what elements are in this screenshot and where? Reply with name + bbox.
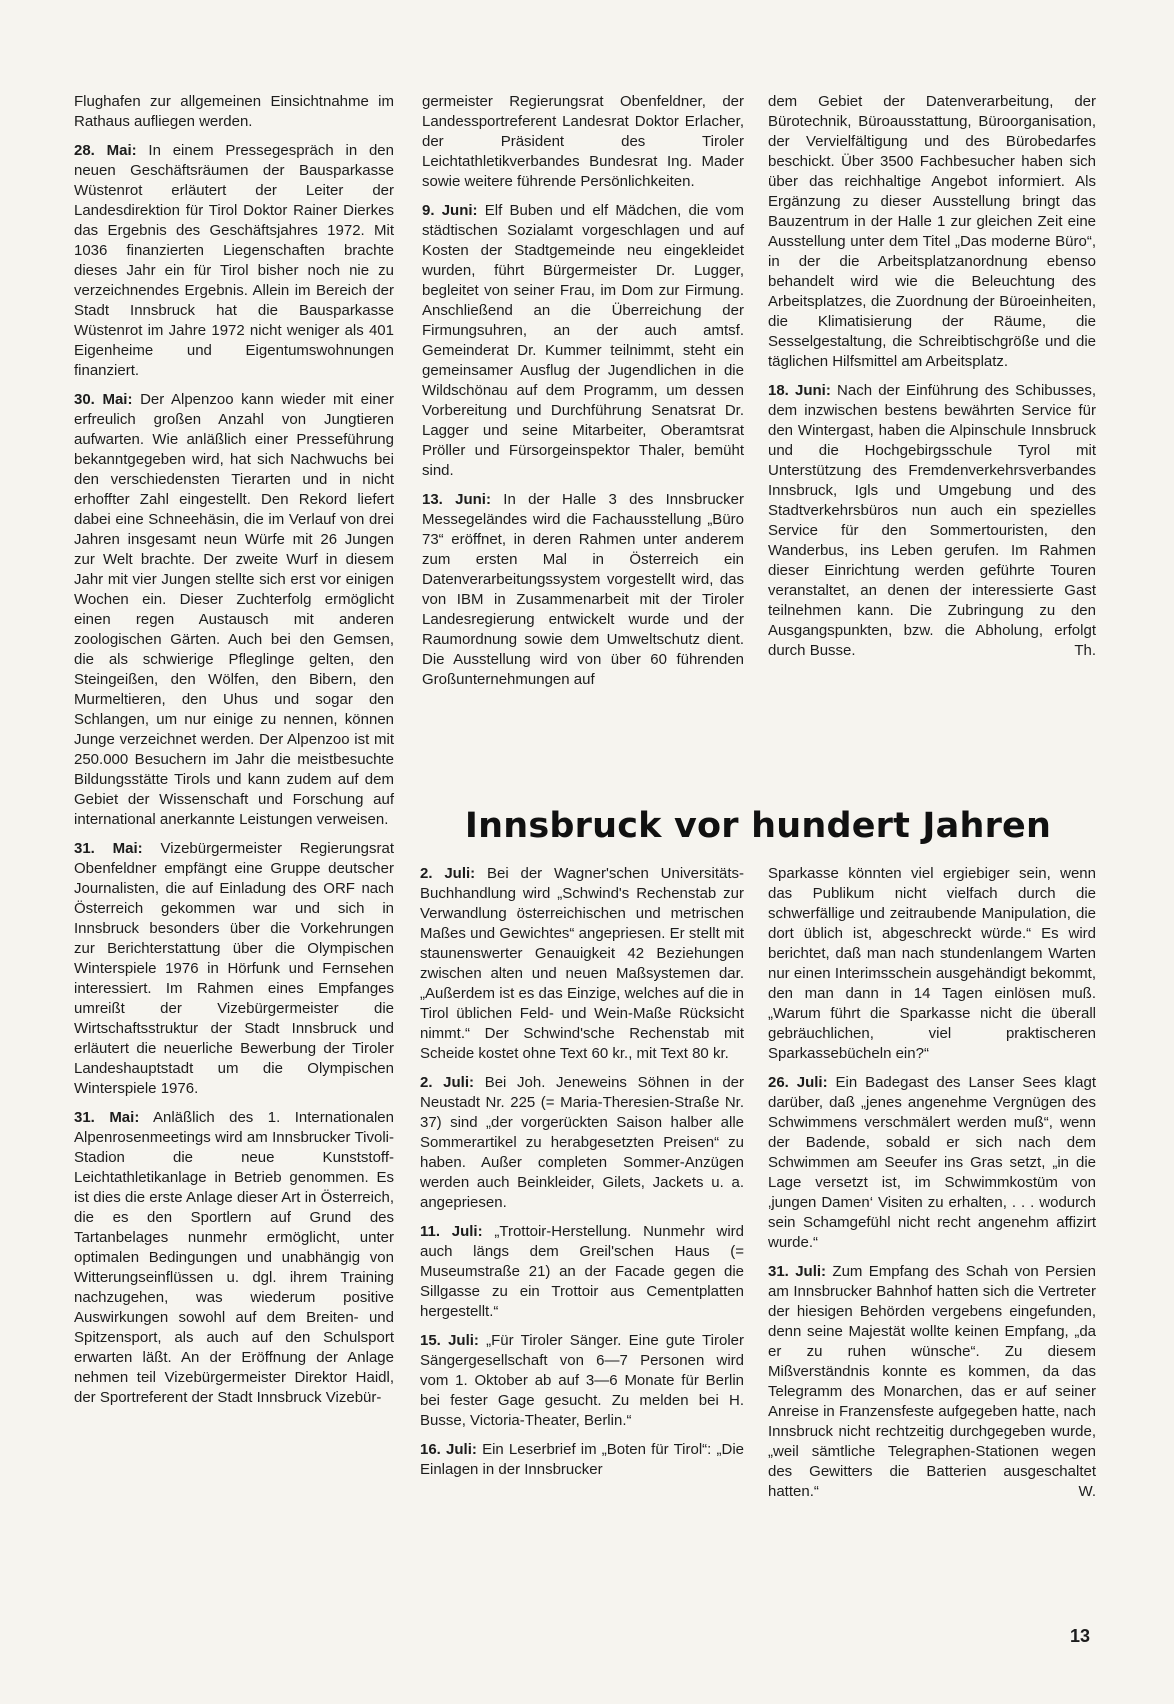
author-signature: W.	[1078, 1483, 1096, 1500]
history-column-1	[420, 864, 744, 1489]
column-2	[422, 92, 744, 699]
entry-30-mai: 30. Mai: Der Alpenzoo kann wieder mit einer erfreulich großen Anzahl von Jungtieren aufwarten. Wie anläßlich einer Presseführung bekanntgegeben wird, hat sich Nachwuchs bei den verschiedensten Tierarten und in nicht erhoffter Zahl eingestellt. Den Rekord liefert dabei eine Schneehäsin, die im Verlauf von drei Jahren insgesamt neun Würfe mit 26 Jungen zur Welt brachte. Der zweite Wurf in diesem Jahr mit vier Jungen stellte sich erst vor einigen Wochen ein. Dieser Zuchterfolg ermöglicht einen regen Austausch mit anderen zoologischen Gärten. Auch bei den Gemsen, die als schwierige Pfleglinge gelten, den Steingeißen, den Wölfen, den Bibern, den Murmeltieren, den Uhus und sogar den Schlangen, um nur einige zu nennen, können Junge verzeichnet werden. Der Alpenzoo ist mit 250.000 Besuchern im Jahr die meistbesuchte Bildungsstätte Tirols und kann zudem auf dem Gebiet der Wissenschaft und Forschung auf international anerkannte Leistungen verweisen.	[74, 391, 394, 828]
entry-2-juli-a: 2. Juli: Bei der Wagner'schen Universitäts-Buchhandlung wird „Schwind's Rechenstab zur Verwandlung österreichischen und metrischen Maßes und Gewichtes“ angepriesen. Er stellt mit staunenswerter Genauigkeit 42 Beziehungen zwischen alten und neuen Maßsystemen dar. „Außerdem ist es das Einzige, welches auf die in Tirol üblichen Feld- und Wein-Maße Rücksicht nimmt.“ Der Schwind'sche Rechenstab mit Scheide kostet ohne Text 60 kr., mit Text 80 kr.	[420, 865, 745, 1062]
section-headline: Innsbruck vor hundert Jahren	[464, 806, 1052, 846]
entry-continuation: germeister Regierungsrat Obenfeldner, der Landessportreferent Landesrat Doktor Erlacher, der Präsident des Tiroler Leichtathletikverbandes Bundesrat Ing. Mader sowie weitere führende Persönlichkeiten.	[422, 93, 744, 190]
entry-9-juni: 9. Juni: Elf Buben und elf Mädchen, die vom städtischen Sozialamt vorgeschlagen und auf Kosten der Stadtgemeinde neu eingekleidet wurden, führt Bürgermeister Dr. Lugger, begleitet von seiner Frau, im Dom zur Firmung. Anschließend an die Überreichung der Firmungsuhren, an der auch amtsf. Gemeinderat Dr. Kummer teilnimmt, steht ein gemeinsamer Ausflug der Jugendlichen in die Wildschönau auf dem Programm, um dessen Vorbereitung und Durchführung Senatsrat Dr. Lagger und seine Mitarbeiter, Oberamtsrat Pröller und Fürsorgeinspektor Thaler, bemüht sind.	[422, 202, 745, 479]
column-3	[768, 92, 1096, 670]
entry-continuation: Sparkasse könnten viel ergiebiger sein, wenn das Publikum nicht vielfach durch die schwerfällige und zeitraubende Manipulation, die dort üblich ist, abgeschreckt würde.“ Es wird berichtet, daß man nach stundenlangem Warten nur einen Interimsschein ausgehändigt bekommt, den man dann in 14 Tagen einlösen muß. „Warum führt die Sparkasse nicht die überall gebräuchlichen, viel praktischeren Sparkassebücheln ein?“	[768, 865, 1096, 1062]
entry-18-juni: 18. Juni: Nach der Einführung des Schibusses, dem inzwischen bestens bewährten Service für den Wintergast, haben die Alpinschule Innsbruck und die Hochgebirgsschule Tyrol mit Unterstützung des Fremdenverkehrsverbandes Innsbruck, Igls und Umgebung und des Stadtverkehrsbüros nun auch ein spezielles Service für den Sommertouristen, den Wanderbus, ins Leben gerufen. Im Rahmen dieser Einrichtung werden geführte Touren veranstaltet, an denen der interessierte Gast teilnehmen kann. Die Zubringung zu den Ausgangspunkten, bzw. die Abholung, erfolgt durch Busse. Th.	[768, 382, 1096, 659]
page-number: 13	[1069, 1626, 1090, 1646]
entry-16-juli: 16. Juli: Ein Leserbrief im „Boten für Tirol“: „Die Einlagen in der Innsbrucker	[420, 1441, 745, 1478]
entry-28-mai: 28. Mai: In einem Pressegespräch in den neuen Geschäftsräumen der Bausparkasse Wüstenrot erläutert der Leiter der Landesdirektion für Tirol Doktor Rainer Dierkes das Ergebnis des Geschäftsjahres 1972. Mit 1036 finanzierten Liegenschaften brachte dieses Jahr ein für Tirol bisher noch nie zu verzeichnendes Ergebnis. Allein im Bereich der Stadt Innsbruck hat die Bausparkasse Wüstenrot im Jahre 1972 nicht weniger als 401 Eigenheime und Eigentumswohnungen finanziert.	[74, 142, 394, 379]
entry-31-mai-b: 31. Mai: Anläßlich des 1. Internationalen Alpenrosenmeetings wird am Innsbrucker Tivoli-Stadion die neue Kunststoff-Leichtathletikanlage in Betrieb genommen. Es ist dies die erste Anlage dieser Art in Österreich, die es den Sportlern auf Grund des Tartanbelages nunmehr ermöglicht, unter optimalen Bedingungen und unabhängig von Witterungseinflüssen u. dgl. ihrem Training nachzugehen, was wiederum positive Auswirkungen sowohl auf dem Breiten- und Spitzensport, als auch auf den Schulsport erwarten läßt. An der Eröffnung der Anlage nehmen teil Vizebürgermeister Direktor Haidl, der Sportreferent der Stadt Innsbruck Vizebür-	[74, 1109, 394, 1406]
history-column-2	[768, 864, 1096, 1511]
author-signature: Th.	[1074, 642, 1096, 659]
entry-2-juli-b: 2. Juli: Bei Joh. Jeneweins Söhnen in der Neustadt Nr. 225 (= Maria-Theresien-Straße Nr. 37) sind „der vorgerückten Saison halber alle Sommerartikel zu herabgesetzten Preisen“ zu haben. Außer completen Sommer-Anzügen werden auch Beinkleider, Gilets, Jackets u. a. angepriesen.	[420, 1074, 744, 1211]
entry-continuation: dem Gebiet der Datenverarbeitung, der Bürotechnik, Büroausstattung, Büroorganisation, der Vervielfältigung und des Bürobedarfes beschickt. Über 3500 Fachbesucher haben sich über das reichhaltige Angebot informiert. Als Ergänzung zu dieser Ausstellung bringt das Bauzentrum in der Halle 1 zur gleichen Zeit eine Ausstellung unter dem Titel „Das moderne Büro“, in der die Arbeitsplatzanordnung ebenso behandelt wird wie die Beleuchtung des Arbeitsplatzes, die Zuordnung der Büroeinheiten, die Klimatisierung der Räume, die Sesselgestaltung, die Schreibtischgröße und die täglichen Hilfsmittel am Arbeitsplatz.	[768, 93, 1096, 370]
entry-15-juli: 15. Juli: „Für Tiroler Sänger. Eine gute Tiroler Sängergesellschaft von 6—7 Personen wird vom 1. Oktober ab auf 3—6 Monate für Berlin bei fester Gage gesucht. Zu melden bei H. Busse, Victoria-Theater, Berlin.“	[420, 1332, 745, 1429]
entry-13-juni: 13. Juni: In der Halle 3 des Innsbrucker Messegeländes wird die Fachausstellung „Büro 73“ eröffnet, in deren Rahmen unter anderem zum ersten Mal in Österreich ein Datenverarbeitungssystem vorgestellt wird, das von IBM in Zusammenarbeit mit der Tiroler Landesregierung entwickelt wurde und der Raumordnung sowie dem Umweltschutz dient. Die Ausstellung wird von über 60 führenden Großunternehmungen auf	[422, 491, 745, 688]
column-1	[74, 92, 394, 1417]
entry-31-juli: 31. Juli: Zum Empfang des Schah von Persien am Innsbrucker Bahnhof hatten sich die Vertreter der hiesigen Behörden vergebens eingefunden, denn seine Majestät wollte keinen Empfang, „da er zu ruhen wünsche“. Zu diesem Mißverständnis konnte es kommen, da das Telegramm des Monarchen, das er auf seiner Anreise in Franzensfeste aufgegeben hatte, nach Innsbruck nicht rechtzeitig durchgegeben wurde, „weil sämtliche Telegraphen-Stationen wegen des Gewitters die Batterien ausgeschaltet hatten.“ W.	[768, 1263, 1096, 1500]
entry-continuation: Flughafen zur allgemeinen Einsichtnahme im Rathaus aufliegen werden.	[74, 93, 394, 130]
entry-11-juli: 11. Juli: „Trottoir-Herstellung. Nunmehr wird auch längs dem Greil'schen Haus (= Museumstraße 21) an der Facade gegen die Sillgasse zu ein Trottoir aus Cementplatten hergestellt.“	[420, 1223, 745, 1320]
entry-31-mai-a: 31. Mai: Vizebürgermeister Regierungsrat Obenfeldner empfängt eine Gruppe deutscher Journalisten, die auf Einladung des ORF nach Österreich gekommen war und sich in Innsbruck besonders über die Vorkehrungen zur Berichterstattung über die Olympischen Winterspiele 1976 in Hörfunk und Fernsehen interessiert. Im Rahmen eines Empfanges umreißt der Vizebürgermeister die Wirtschaftsstruktur der Stadt Innsbruck und erläutert die neuerliche Bewerbung der Tiroler Landeshauptstadt um die Olympischen Winterspiele 1976.	[74, 840, 394, 1097]
entry-26-juli: 26. Juli: Ein Badegast des Lanser Sees klagt darüber, daß „jenes angenehme Vergnügen des Schwimmens verschmälert werden muß“, wenn der Badende, sobald er sich nach dem Schwimmen am Seeufer ins Gras setzt, „in die Lage versetzt ist, im Schwimmkostüm von ‚jungen Damen‘ Visiten zu erhalten, . . . wodurch sein Schamgefühl nicht recht angenehm affizirt wurde.“	[768, 1074, 1096, 1251]
